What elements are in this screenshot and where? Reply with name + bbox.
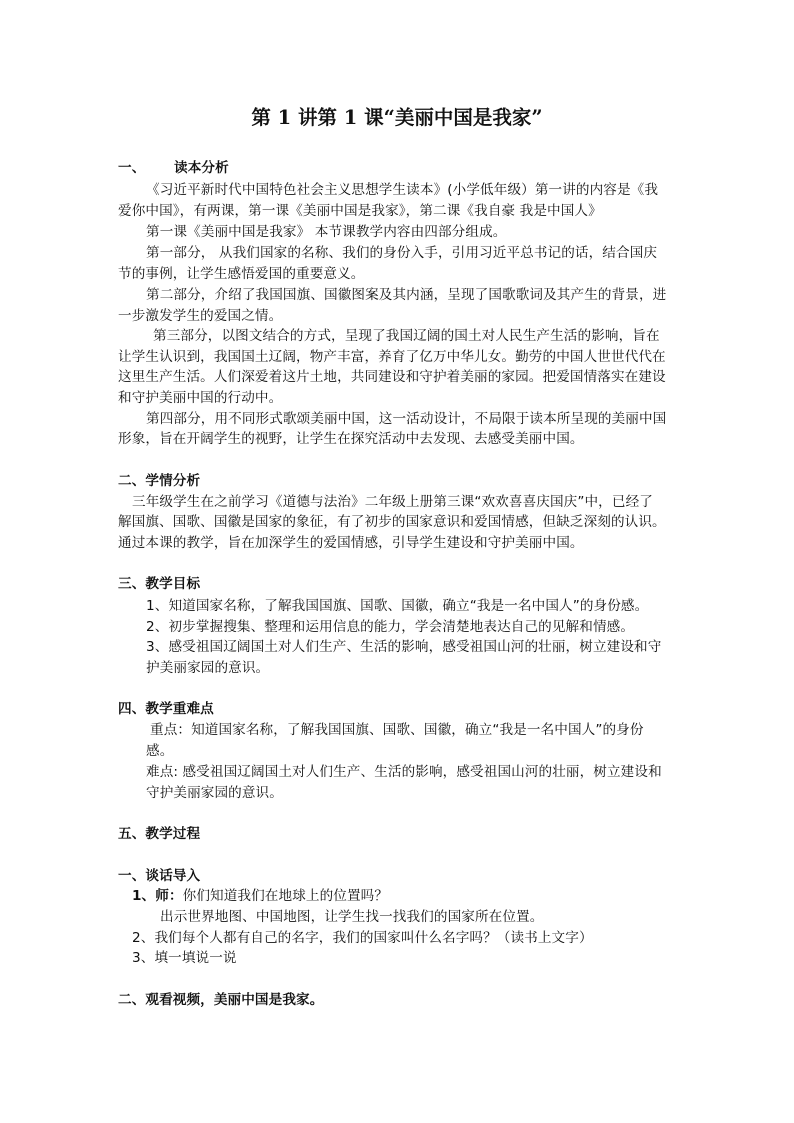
subsection-heading-video: 二、观看视频，美丽中国是我家。: [118, 992, 324, 1008]
goal-item: 2、初步掌握搜集、整理和运用信息的能力，学会清楚地表达自己的见解和情感。: [146, 619, 635, 635]
paragraph-line: 《习近平新时代中国特色社会主义思想学生读本》(小学低年级）第一讲的内容是《我: [146, 182, 659, 198]
goal-item-continuation: 护美丽家园的意识。: [146, 660, 270, 676]
paragraph-line: 第三部分，以图文结合的方式，呈现了我国辽阔的国土对人民生产生活的影响，旨在: [153, 328, 660, 344]
paragraph-line: 第四部分，用不同形式歌颂美丽中国，这一活动设计，不局限于读本所呈现的美丽中国: [146, 411, 667, 427]
paragraph-line: 这里生产生活。人们深爱着这片土地，共同建设和守护着美丽的家园。把爱国情落实在建设: [118, 369, 666, 385]
teacher-label: 1、师：: [132, 888, 183, 904]
process-item-2: 2、我们每个人都有自己的名字，我们的国家叫什么名字吗？（读书上文字）: [132, 930, 593, 946]
paragraph-line: 第一部分， 从我们国家的名称、我们的身份入手，引用习近平总书记的话，结合国庆: [146, 245, 658, 261]
paragraph-line: 一步激发学生的爱国之情。: [118, 308, 283, 324]
section-heading-reading-analysis: [118, 158, 229, 178]
process-item-1-note: 出示世界地图、中国地图，让学生找一找我们的国家所在位置。: [160, 909, 544, 925]
section-heading-key-points: 四、教学重难点: [118, 701, 214, 717]
section-heading-teaching-process: 五、教学过程: [118, 826, 201, 842]
difficult-point-line: 守护美丽家园的意识。: [146, 785, 283, 801]
paragraph-line: 形象，旨在开阔学生的视野，让学生在探究活动中去发现、去感受美丽中国。: [118, 431, 584, 447]
paragraph-line: 让学生认识到，我国国土辽阔，物产丰富，养育了亿万中华儿女。勤劳的中国人世世代代在: [118, 349, 666, 365]
key-point-line: 重点：知道国家名称，了解我国国旗、国歌、国徽，确立“我是一名中国人”的身份: [150, 722, 644, 738]
paragraph-line: 爱你中国》，有两课，第一课《美丽中国是我家》，第二课《我自豪 我是中国人》: [118, 203, 602, 219]
paragraph-line: 和守护美丽中国的行动中。: [118, 390, 283, 406]
subsection-heading-intro: 一、谈话导入: [118, 868, 201, 884]
paragraph-line: 通过本课的教学，旨在加深学生的爱国情感，引导学生建设和守护美丽中国。: [118, 535, 584, 551]
section-number: 一、: [118, 160, 146, 176]
goal-item: 1、知道国家名称，了解我国国旗、国歌、国徽，确立“我是一名中国人”的身份感。: [146, 598, 649, 614]
goal-item: 3、感受祖国辽阔国土对人们生产、生活的影响，感受祖国山河的壮丽，树立建设和守: [146, 639, 662, 655]
key-point-line: 感。: [146, 743, 174, 759]
section-heading-student-analysis: 二、学情分析: [118, 473, 201, 489]
paragraph-line: 节的事例，让学生感悟爱国的重要意义。: [118, 266, 365, 282]
section-heading-teaching-goals: 三、教学目标: [118, 576, 201, 592]
difficult-point-line: 难点: 感受祖国辽阔国土对人们生产、生活的影响，感受祖国山河的壮丽，树立建设和: [146, 764, 662, 780]
paragraph-line: 第二部分，介绍了我国国旗、国徽图案及其内涵，呈现了国歌歌词及其产生的背景，进: [146, 287, 667, 303]
section-heading-text: 读本分析: [174, 160, 229, 176]
teacher-question: 你们知道我们在地球上的位置吗？: [182, 888, 389, 904]
process-item-3: 3、填一填说一说: [132, 950, 237, 966]
document-title: 第 1 讲第 1 课“美丽中国是我家”: [251, 106, 543, 129]
paragraph-line: 解国旗、国歌、国徽是国家的象征，有了初步的国家意识和爱国情感，但缺乏深刻的认识。: [118, 514, 666, 530]
paragraph-line: 第一课《美丽中国是我家》 本节课教学内容由四部分组成。: [146, 224, 507, 240]
paragraph-line: 三年级学生在之前学习《道德与法治》二年级上册第三课“欢欢喜喜庆国庆”中，已经了: [132, 494, 653, 510]
process-item-1: [132, 886, 388, 906]
